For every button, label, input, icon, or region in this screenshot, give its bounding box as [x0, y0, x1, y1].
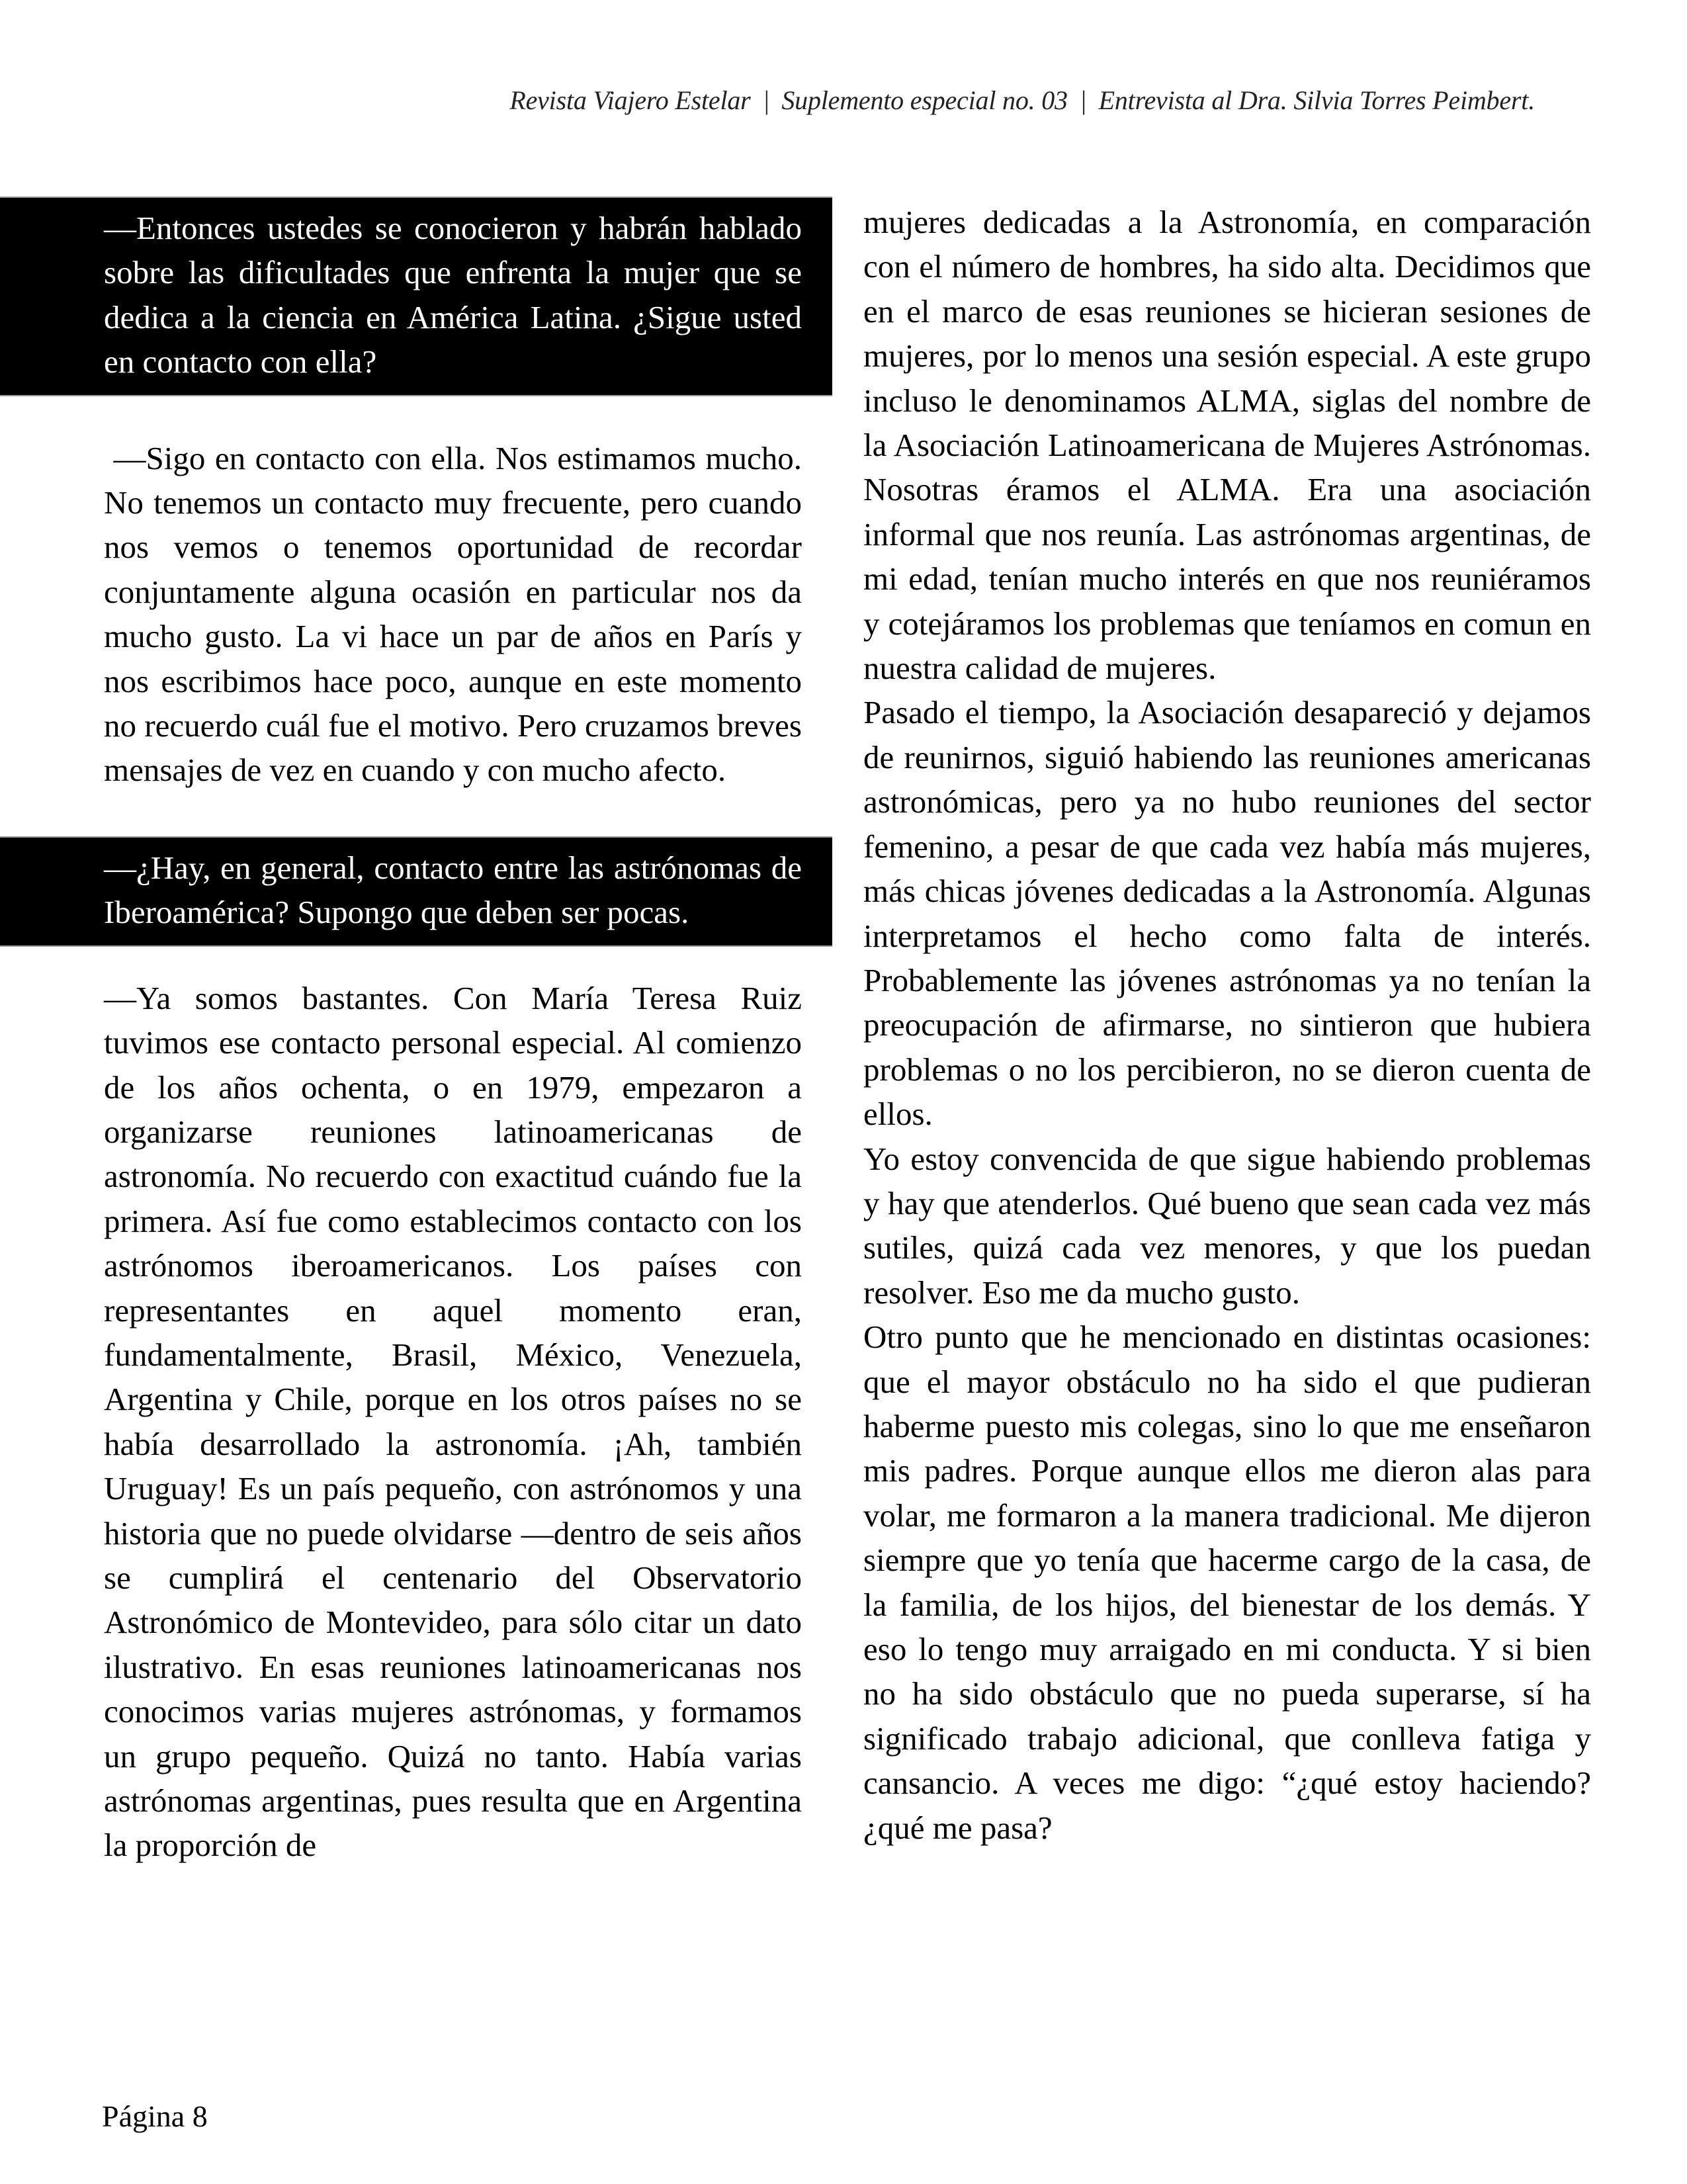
body-paragraph: mujeres dedicadas a la Astronomía, en comparación con el número de hombres, ha sido alta. Decidimos que en el marco de esas reuniones se hicieran sesiones de mujeres, por lo menos una sesión especial. A este grupo incluso le denominamos ALMA, siglas del nombre de la Asociación Latinoamericana de Mujeres Astrónomas. Nosotras éramos el ALMA. Era una asociación informal que nos reunía. Las astrónomas argentinas, de mi edad, tenían mucho interés en que nos reuniéramos y cotejáramos los problemas que teníamos en comun en nuestra calidad de mujeres. [863, 204, 1591, 687]
body-paragraph: Otro punto que he mencionado en distintas ocasiones: que el mayor obstáculo no ha sido el que pudieran haberme puesto mis colegas, sino lo que me enseñaron mis padres. Porque aunque ellos me dieron alas para volar, me formaron a la manera tradicional. Me dijeron siempre que yo tenía que hacerme cargo de la casa, de la familia, de los hijos, del bienestar de los demás. Y eso lo tengo muy arraigado en mi conducta. Y si bien no ha sido obstáculo que no pueda superarse, sí ha significado trabajo adicional, que conlleva fatiga y cansancio. A veces me digo: “¿qué estoy haciendo? ¿qué me pasa? [863, 1319, 1591, 1846]
magazine-name: Revista Viajero Estelar [509, 85, 751, 115]
question-box [0, 197, 832, 396]
article-title: Entrevista al Dra. Silvia Torres Peimbert. [1098, 85, 1535, 115]
interview-answer: —Sigo en contacto con ella. Nos estimamos mucho. No tenemos un contacto muy frecuente, pero cuando nos vemos o tenemos oportunidad de recordar conjuntamente alguna ocasión en particular nos da mucho gusto. La vi hace un par de años en París y nos escribimos hace poco, aunque en este momento no recuerdo cuál fue el motivo. Pero cruzamos breves mensajes de vez en cuando y con mucho afecto. [104, 439, 810, 789]
running-header [509, 85, 1535, 116]
supplement-name: Suplemento especial no. 03 [781, 85, 1068, 115]
answer-block [0, 436, 832, 793]
header-separator: | [1079, 85, 1087, 115]
body-paragraph: Yo estoy convencida de que sigue habiendo problemas y hay que atenderlos. Qué bueno que sean cada vez más sutiles, quizá cada vez menores, y que los puedan resolver. Eso me da mucho gusto. [863, 1140, 1591, 1311]
answer-block [0, 976, 832, 1868]
question-box [0, 836, 832, 947]
interview-question: —¿Hay, en general, contacto entre las astrónomas de Iberoamérica? Supongo que deben ser pocas. [104, 849, 802, 931]
interview-question: —Entonces ustedes se conocieron y habrán hablado sobre las dificultades que enfrenta la mujer que se dedica a la ciencia en América Latina. ¿Sigue usted en contacto con ella? [104, 210, 802, 380]
header-separator: | [762, 85, 770, 115]
page-number: Página 8 [102, 2099, 208, 2133]
body-paragraph: Pasado el tiempo, la Asociación desapareció y dejamos de reunirnos, siguió habiendo las reuniones americanas astronómicas, pero ya no hubo reuniones del sector femenino, a pesar de que cada vez había más mujeres, más chicas jóvenes dedicadas a la Astronomía. Algunas interpretamos el hecho como falta de interés. Probablemente las jóvenes astrónomas ya no tenían la preocupación de afirmarse, no sintieron que hubiera problemas o no los percibieron, no se dieron cuenta de ellos. [863, 694, 1591, 1133]
interview-answer: —Ya somos bastantes. Con María Teresa Ruiz tuvimos ese contacto personal especial. Al comienzo de los años ochenta, o en 1979, empezaron a organizarse reuniones latinoamericanas de astronomía. No recuerdo con exactitud cuándo fue la primera. Así fue como establecimos contacto con los astrónomos iberoamericanos. Los países con representantes en aquel momento eran, fundamentalmente, Brasil, México, Venezuela, Argentina y Chile, porque en los otros países no se había desarrollado la astronomía. ¡Ah, también Uruguay! Es un país pequeño, con astrónomos y una historia que no puede olvidarse —dentro de seis años se cumplirá el centenario del Observatorio Astronómico de Montevideo, para sólo citar un dato ilustrativo. En esas reuniones latinoamericanas nos conocimos varias mujeres astrónomas, y formamos un grupo pequeño. Quizá no tanto. Había varias astrónomas argentinas, pues resulta que en Argentina la proporción de [104, 979, 802, 1864]
right-column [863, 200, 1591, 1850]
left-column [0, 197, 832, 1868]
